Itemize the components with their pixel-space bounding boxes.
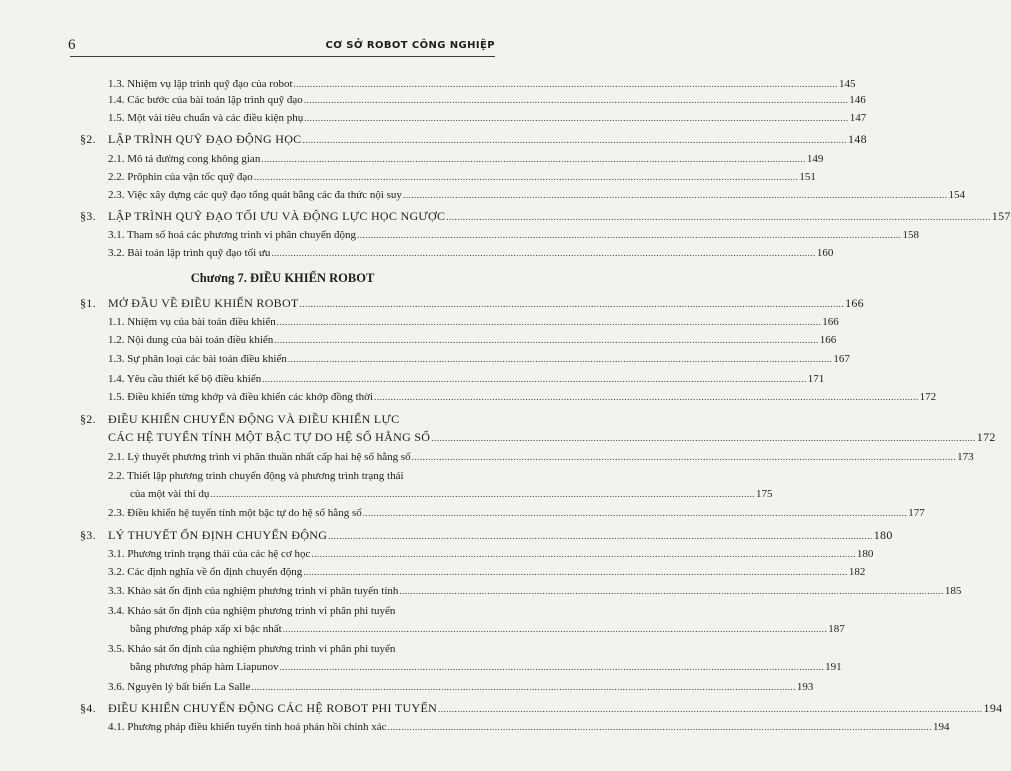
toc-entry[interactable] xyxy=(130,488,773,500)
toc-section[interactable] xyxy=(80,528,893,543)
dot-leader xyxy=(251,682,796,692)
page-ref: 166 xyxy=(845,296,864,310)
toc-entry-title xyxy=(80,701,437,716)
toc-entry[interactable] xyxy=(108,153,824,165)
toc-entry[interactable] xyxy=(108,470,485,482)
page-ref: 182 xyxy=(848,566,866,578)
section-number: §1. xyxy=(80,296,96,310)
toc-entry-title xyxy=(108,585,398,597)
entry-text: ĐIỀU KHIỂN CHUYỂN ĐỘNG CÁC HỆ ROBOT PHI TUYẾN xyxy=(108,701,438,715)
dot-leader xyxy=(304,113,849,123)
dot-leader xyxy=(210,489,755,499)
entry-text: 2.2. Prôphin của vận tốc quỹ đạo xyxy=(108,171,253,183)
chapter-heading: Chương 7. ĐIỀU KHIỂN ROBOT xyxy=(190,271,375,285)
page-ref: 173 xyxy=(957,451,974,463)
page-ref: 157 xyxy=(991,209,1011,223)
dot-leader xyxy=(363,508,908,518)
dot-leader xyxy=(446,212,991,222)
entry-text: 1.3. Sự phân loại các bài toán điều khiển xyxy=(108,353,287,365)
page-ref: 146 xyxy=(849,94,866,106)
dot-leader xyxy=(387,722,932,732)
toc-entry[interactable] xyxy=(108,548,874,560)
page-ref: 180 xyxy=(856,548,874,560)
toc-entry-title xyxy=(108,353,287,365)
page-ref: 185 xyxy=(944,585,962,597)
toc-section[interactable] xyxy=(80,296,864,311)
page-ref: 180 xyxy=(873,528,893,542)
toc-entry-title xyxy=(108,548,310,560)
toc-entry-title xyxy=(108,112,303,124)
entry-text: 1.5. Một vài tiêu chuẩn và các điều kiện phụ xyxy=(108,112,304,124)
toc-entry-title xyxy=(108,334,273,346)
toc-entry[interactable] xyxy=(108,353,850,365)
toc-entry[interactable] xyxy=(108,391,937,403)
dot-leader xyxy=(277,317,822,327)
toc-entry[interactable] xyxy=(108,316,839,328)
page-ref: 166 xyxy=(822,316,839,328)
dot-leader xyxy=(288,354,833,364)
entry-text: 1.1. Nhiệm vụ của bài toán điều khiển xyxy=(108,316,276,328)
entry-text: 3.2. Các định nghĩa về ổn định chuyển động xyxy=(108,566,303,578)
toc-entry[interactable] xyxy=(108,229,920,241)
entry-text: 3.5. Khảo sát ổn định của nghiệm phương trình vi phân phi tuyến xyxy=(108,643,396,655)
dot-leader xyxy=(300,299,845,309)
entry-text: 2.1. Mô tả đường cong không gian xyxy=(108,153,261,165)
toc-entry[interactable] xyxy=(108,430,996,445)
entry-text: 1.3. Nhiệm vụ lập trình quỹ đạo của robot xyxy=(108,78,293,90)
toc-entry-title xyxy=(108,94,303,106)
toc-entry-title xyxy=(80,296,299,311)
entry-text: LẬP TRÌNH QUỸ ĐẠO ĐỘNG HỌC xyxy=(108,132,302,146)
dot-leader xyxy=(403,190,948,200)
toc-entry[interactable] xyxy=(108,566,866,578)
entry-text: CÁC HỆ TUYẾN TÍNH MỘT BẬC TỰ DO HỆ SỐ HẰNG SỐ xyxy=(108,430,431,444)
section-number: §3. xyxy=(80,209,96,223)
entry-text: 3.6. Nguyên lý bất biến La Salle xyxy=(108,681,251,693)
page-ref: 194 xyxy=(932,721,950,733)
toc-entry-title xyxy=(108,78,293,90)
entry-text: 2.2. Thiết lập phương trình chuyển động và phương trình trạng thái xyxy=(108,470,404,482)
dot-leader xyxy=(374,392,919,402)
entry-text: 2.1. Lý thuyết phương trình vi phân thuần nhất cấp hai hệ số hằng số xyxy=(108,451,411,463)
entry-text: bằng phương pháp hàm Liapunov xyxy=(130,661,279,673)
toc-entry[interactable] xyxy=(108,171,816,183)
dot-leader xyxy=(412,452,957,462)
toc-entry[interactable] xyxy=(108,247,834,259)
page-ref: 171 xyxy=(807,373,825,385)
toc-entry[interactable] xyxy=(108,721,950,733)
entry-text: 3.1. Tham số hoá các phương trình vi phân chuyển động xyxy=(108,229,357,241)
toc-entry-title xyxy=(108,507,362,519)
entry-text: 2.3. Điều khiển hệ tuyến tính một bậc tự do hệ số hằng số xyxy=(108,507,362,519)
toc-entry[interactable] xyxy=(108,94,866,106)
page-ref: 145 xyxy=(839,78,856,90)
entry-text: LẬP TRÌNH QUỸ ĐẠO TỐI ƯU VÀ ĐỘNG LỰC HỌC NGƯỢC xyxy=(108,209,446,223)
page-ref: 172 xyxy=(919,391,937,403)
toc-entry[interactable] xyxy=(130,661,842,673)
dot-leader xyxy=(303,567,848,577)
toc-entry[interactable] xyxy=(108,334,837,346)
toc-entry-title xyxy=(108,316,276,328)
toc-entry-title xyxy=(80,132,301,147)
entry-text: 3.2. Bài toán lập trình quỹ đạo tối ưu xyxy=(108,247,271,259)
page-ref: 158 xyxy=(902,229,920,241)
page-ref: 154 xyxy=(948,189,965,201)
toc-entry-title xyxy=(80,528,327,543)
toc-entry-title xyxy=(130,661,279,673)
dot-leader xyxy=(261,154,806,164)
dot-leader xyxy=(302,135,847,145)
toc-entry[interactable] xyxy=(108,373,825,385)
toc-entry-title xyxy=(108,247,270,259)
section-number: §2. xyxy=(80,132,96,146)
toc-entry[interactable] xyxy=(108,643,485,655)
toc-entry[interactable] xyxy=(108,585,962,597)
section-number: §3. xyxy=(80,528,96,542)
dot-leader xyxy=(311,549,856,559)
page-ref: 194 xyxy=(983,701,1003,715)
toc-entry[interactable] xyxy=(108,78,856,90)
toc-entry-title xyxy=(108,189,402,201)
toc-entry-title xyxy=(108,721,386,733)
dot-leader xyxy=(280,662,825,672)
dot-leader xyxy=(399,586,944,596)
toc-entry-title xyxy=(108,566,302,578)
dot-leader xyxy=(274,335,819,345)
entry-text: MỞ ĐẦU VỀ ĐIỀU KHIỂN ROBOT xyxy=(108,296,299,310)
entry-text: 3.3. Khảo sát ổn định của nghiệm phương trình vi phân tuyến tính xyxy=(108,585,399,597)
dot-leader xyxy=(328,531,873,541)
toc-entry-title xyxy=(108,643,395,655)
page-ref: 148 xyxy=(847,132,867,146)
dot-leader xyxy=(271,248,816,258)
toc-entry-title xyxy=(108,391,373,403)
toc-entry-title xyxy=(80,209,445,224)
running-title: CƠ SỞ ROBOT CÔNG NGHIỆP xyxy=(325,40,495,51)
dot-leader xyxy=(294,79,839,89)
toc-entry[interactable] xyxy=(108,507,925,519)
page-ref: 160 xyxy=(816,247,834,259)
entry-text: bằng phương pháp xấp xỉ bậc nhất xyxy=(130,623,282,635)
entry-text: 4.1. Phương pháp điều khiển tuyến tính hoá phản hồi chính xác xyxy=(108,721,387,733)
page-ref: 149 xyxy=(806,153,824,165)
toc-entry-title xyxy=(108,171,253,183)
toc-entry-title xyxy=(108,605,395,617)
dot-leader xyxy=(431,433,976,443)
section-number: §2. xyxy=(80,412,96,426)
dot-leader xyxy=(254,172,799,182)
toc-entry-title xyxy=(108,470,404,482)
toc-entry[interactable] xyxy=(108,451,974,463)
entry-text: 1.2. Nội dung của bài toán điều khiển xyxy=(108,334,274,346)
toc-section[interactable] xyxy=(80,412,485,427)
entry-text: 2.3. Việc xây dựng các quỹ đạo tổng quát bằng các đa thức nội suy xyxy=(108,189,402,201)
entry-text: 1.4. Yêu cầu thiết kế bộ điều khiển xyxy=(108,373,262,385)
toc-section[interactable] xyxy=(80,209,1011,224)
toc-entry[interactable] xyxy=(108,189,965,201)
entry-text: 3.1. Phương trình trạng thái của các hệ cơ học xyxy=(108,548,311,560)
entry-text: ĐIỀU KHIỂN CHUYỂN ĐỘNG VÀ ĐIỀU KHIỂN LỰC xyxy=(108,412,400,426)
toc-entry-title xyxy=(108,153,260,165)
toc-entry-title xyxy=(108,681,250,693)
entry-text: LÝ THUYẾT ỔN ĐỊNH CHUYỂN ĐỘNG xyxy=(108,528,328,542)
entry-text: 1.4. Các bước của bài toán lập trình quỹ đạo xyxy=(108,94,303,106)
toc-entry[interactable] xyxy=(108,605,485,617)
toc-entry-title xyxy=(80,412,399,427)
toc-entry-title xyxy=(108,229,356,241)
page-ref: 166 xyxy=(819,334,837,346)
page-ref: 187 xyxy=(828,623,845,635)
header-rule xyxy=(70,56,495,57)
toc-entry[interactable] xyxy=(130,623,845,635)
dot-leader xyxy=(304,95,849,105)
page-ref: 175 xyxy=(755,488,773,500)
entry-text: 1.5. Điều khiển từng khớp và điều khiển các khớp đồng thời xyxy=(108,391,374,403)
section-number: §4. xyxy=(80,701,96,715)
toc-entry[interactable] xyxy=(108,112,867,124)
page-ref: 193 xyxy=(796,681,814,693)
toc-section[interactable] xyxy=(80,701,1003,716)
entry-text: 3.4. Khảo sát ổn định của nghiệm phương trình vi phân phi tuyến xyxy=(108,605,396,617)
page-ref: 167 xyxy=(833,353,850,365)
page-ref: 147 xyxy=(849,112,867,124)
page-ref: 177 xyxy=(908,507,925,519)
toc-entry-title xyxy=(108,373,261,385)
toc-entry-title xyxy=(130,488,209,500)
toc-entry[interactable] xyxy=(108,681,814,693)
dot-leader xyxy=(438,704,983,714)
dot-leader xyxy=(283,624,828,634)
page-ref: 172 xyxy=(976,430,996,444)
dot-leader xyxy=(262,374,807,384)
toc-entry-title xyxy=(108,430,430,445)
page-ref: 191 xyxy=(825,661,842,673)
toc-entry-title xyxy=(108,451,411,463)
toc-entry-title xyxy=(130,623,282,635)
page-ref: 151 xyxy=(799,171,816,183)
entry-text: của một vài thí dụ xyxy=(130,488,210,500)
dot-leader xyxy=(357,230,902,240)
page-number: 6 xyxy=(68,37,76,53)
toc-section[interactable] xyxy=(80,132,867,147)
